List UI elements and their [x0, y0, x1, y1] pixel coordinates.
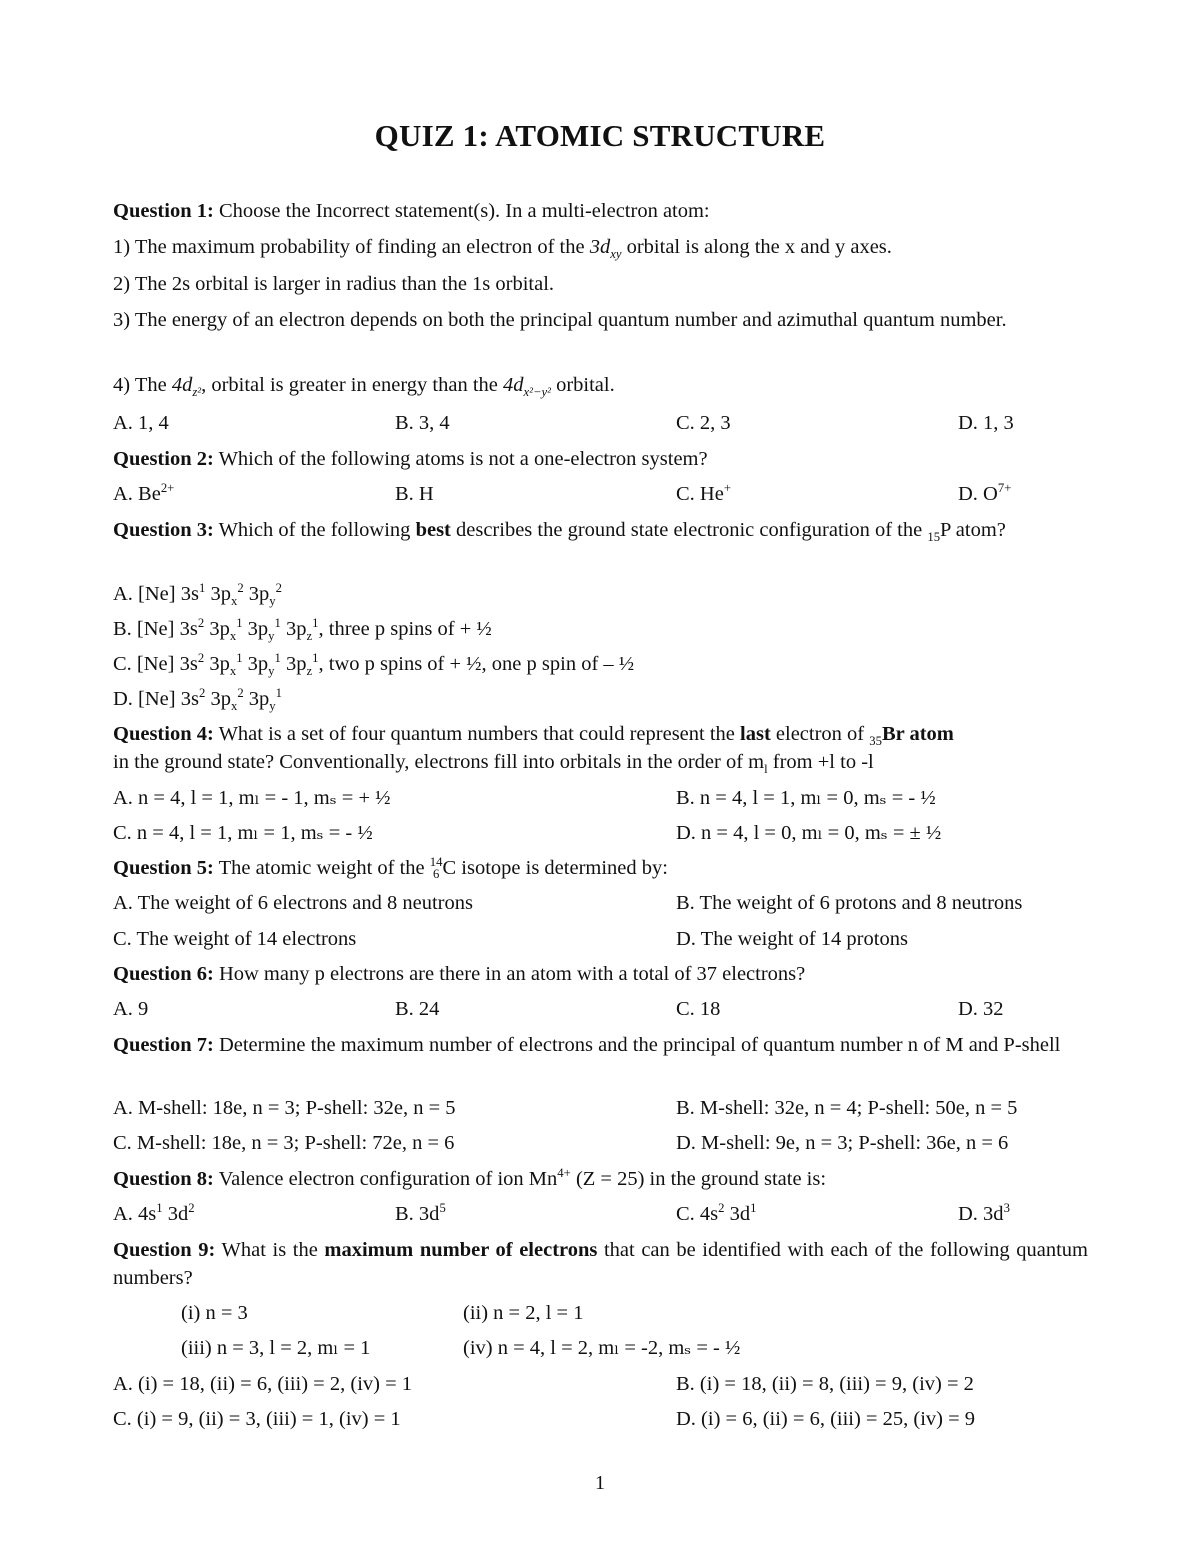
question-7-label: Question 7:: [113, 1034, 214, 1056]
question-8-option-b[interactable]: B. $3d^5$: [395, 1201, 446, 1225]
question-9-label: Question 9:: [113, 1239, 216, 1261]
question-1-option-d[interactable]: D. 1, 3: [958, 412, 1014, 434]
question-8-option-c[interactable]: C. $4s^2$ $3d^1$: [676, 1201, 757, 1225]
question-4-label: Question 4:: [113, 723, 214, 745]
question-9-item-ii: (ii) n = 2, l = 1: [463, 1302, 584, 1324]
question-8-option-d[interactable]: D. $3d^3$: [958, 1201, 1010, 1225]
question-6-prompt: Question 6: How many p electrons are there in an atom with a total of 37 electrons?: [113, 963, 806, 985]
question-7-option-a[interactable]: A. M-shell: 18e, n = 3; P-shell: 32e, n = 5: [113, 1097, 456, 1119]
question-4-prompt: Question 4: What is a set of four quantum numbers that could represent the last electron of $_{35}$Br atom: [113, 723, 954, 749]
question-7-option-b[interactable]: B. M-shell: 32e, n = 4; P-shell: 50e, n = 5: [676, 1097, 1018, 1119]
question-7-option-d[interactable]: D. M-shell: 9e, n = 3; P-shell: 36e, n = 6: [676, 1132, 1009, 1154]
question-2-prompt: Question 2: Which of the following atoms is not a one-electron system?: [113, 448, 708, 470]
question-9-option-a[interactable]: A. (i) = 18, (ii) = 6, (iii) = 2, (iv) = 1: [113, 1373, 413, 1395]
question-1-statement-1: 1) The maximum probability of finding an electron of the $3d_{xy}$ orbital is along the x and y axes.: [113, 236, 892, 262]
question-3-option-b[interactable]: B. [Ne] $3s^2$ $3p_x^1$ $3p_y^1$ $3p_z^1$, three p spins of + ½: [113, 616, 492, 644]
question-3-option-d[interactable]: D. [Ne] $3s^2$ $3p_x^2$ $3p_y^1$: [113, 686, 283, 714]
question-2-label: Question 2:: [113, 448, 214, 470]
question-1-option-b[interactable]: B. 3, 4: [395, 412, 450, 434]
isotope-notation: 14 6: [429, 855, 443, 882]
question-6-option-a[interactable]: A. 9: [113, 998, 149, 1020]
question-9-item-iv: (iv) n = 4, l = 2, mₗ = -2, mₛ = - ½: [463, 1337, 741, 1359]
question-3-option-a[interactable]: A. [Ne] $3s^1$ $3p_x^2$ $3p_y^2$: [113, 581, 283, 609]
question-8-prompt: Question 8: Valence electron configuration of ion $Mn^{4+}$ (Z = 25) in the ground state is:: [113, 1166, 827, 1190]
question-4-option-a[interactable]: A. n = 4, l = 1, mₗ = - 1, mₛ = + ½: [113, 787, 391, 809]
page-title: QUIZ 1: ATOMIC STRUCTURE: [374, 118, 826, 153]
question-4-prompt-line-2: in the ground state? Conventionally, electrons fill into orbitals in the order of $m_l$ from +l to -l: [113, 751, 874, 777]
question-5-option-a[interactable]: A. The weight of 6 electrons and 8 neutrons: [113, 892, 473, 914]
question-1-prompt: Question 1: Choose the Incorrect statement(s). In a multi-electron atom:: [113, 200, 710, 222]
question-9-option-c[interactable]: C. (i) = 9, (ii) = 3, (iii) = 1, (iv) = 1: [113, 1408, 401, 1430]
question-9-option-d[interactable]: D. (i) = 6, (ii) = 6, (iii) = 25, (iv) = 9: [676, 1408, 976, 1430]
question-6-option-c[interactable]: C. 18: [676, 998, 721, 1020]
question-1-label: Question 1:: [113, 200, 214, 222]
question-7-prompt: Question 7: Determine the maximum number of electrons and the principal of quantum number n of M and P-shell: [113, 1034, 1061, 1056]
question-6-option-d[interactable]: D. 32: [958, 998, 1004, 1020]
question-1-statement-4: 4) The $4d_{z^2}$, orbital is greater in energy than the $4d_{x^2-y^2}$ orbital.: [113, 374, 615, 400]
question-9-option-b[interactable]: B. (i) = 18, (ii) = 8, (iii) = 9, (iv) = 2: [676, 1373, 974, 1395]
question-4-option-c[interactable]: C. n = 4, l = 1, mₗ = 1, mₛ = - ½: [113, 822, 373, 844]
question-2-option-d[interactable]: D. $O^{7+}$: [958, 481, 1012, 505]
question-7-option-c[interactable]: C. M-shell: 18e, n = 3; P-shell: 72e, n = 6: [113, 1132, 455, 1154]
question-9-item-iii: (iii) n = 3, l = 2, mₗ = 1: [181, 1337, 371, 1359]
question-5-prompt: Question 5: The atomic weight of the 14 6 C isotope is determined by:: [113, 855, 668, 882]
question-6-option-b[interactable]: B. 24: [395, 998, 440, 1020]
question-3-prompt: Question 3: Which of the following best describes the ground state electronic configuration of the $_{15}$P atom?: [113, 519, 1006, 545]
question-1-option-c[interactable]: C. 2, 3: [676, 412, 731, 434]
question-9-prompt: Question 9: What is the maximum number of electrons that can be identified with each of the following quantum numbers?: [113, 1239, 1089, 1289]
question-4-option-b[interactable]: B. n = 4, l = 1, mₗ = 0, mₛ = - ½: [676, 787, 936, 809]
question-6-label: Question 6:: [113, 963, 214, 985]
question-1-statement-3: 3) The energy of an electron depends on both the principal quantum number and azimuthal quantum number.: [113, 309, 1007, 331]
question-8-label: Question 8:: [113, 1168, 214, 1190]
question-1-option-a[interactable]: A. 1, 4: [113, 412, 169, 434]
page-number: 1: [595, 1472, 605, 1494]
question-3-option-c[interactable]: C. [Ne] $3s^2$ $3p_x^1$ $3p_y^1$ $3p_z^1$, two p spins of + ½, one p spin of – ½: [113, 651, 635, 679]
question-2-option-a[interactable]: A. $Be^{2+}$: [113, 481, 175, 505]
question-5-option-c[interactable]: C. The weight of 14 electrons: [113, 928, 357, 950]
question-5-option-b[interactable]: B. The weight of 6 protons and 8 neutrons: [676, 892, 1023, 914]
question-1-statement-2: 2) The 2s orbital is larger in radius than the 1s orbital.: [113, 273, 555, 295]
question-4-option-d[interactable]: D. n = 4, l = 0, mₗ = 0, mₛ = ± ½: [676, 822, 942, 844]
question-5-option-d[interactable]: D. The weight of 14 protons: [676, 928, 908, 950]
question-9-item-i: (i) n = 3: [181, 1302, 248, 1324]
question-2-option-c[interactable]: C. He+: [676, 481, 731, 505]
question-5-label: Question 5:: [113, 857, 214, 879]
question-2-option-b[interactable]: B. H: [395, 483, 434, 505]
question-3-label: Question 3:: [113, 519, 214, 541]
question-8-option-a[interactable]: A. $4s^1$ $3d^2$: [113, 1201, 195, 1225]
